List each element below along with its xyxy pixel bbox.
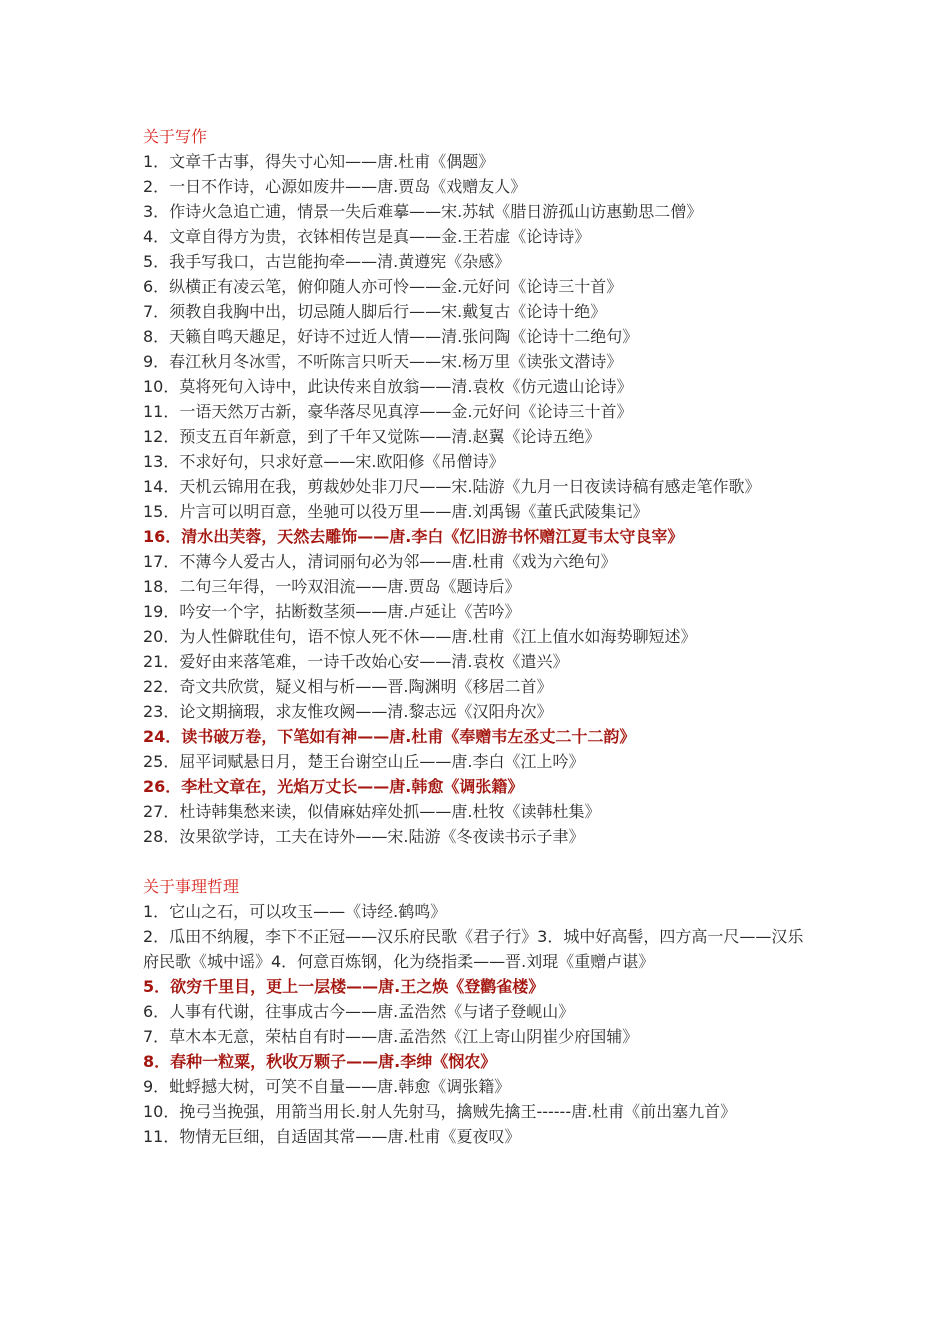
quote-line: 6．纵横正有凌云笔，俯仰随人亦可怜——金.元好问《论诗三十首》 bbox=[143, 277, 623, 296]
quote-line: 11．一语天然万古新，豪华落尽见真淳——金.元好问《论诗三十首》 bbox=[143, 402, 633, 421]
quote-line: 1．它山之石，可以攻玉——《诗经.鹤鸣》 bbox=[143, 902, 447, 921]
quote-line: 9．春江秋月冬冰雪，不听陈言只听天——宋.杨万里《读张文潜诗》 bbox=[143, 352, 623, 371]
quote-line: 10．莫将死句入诗中，此诀传来自放翁——清.袁枚《仿元遗山论诗》 bbox=[143, 377, 633, 396]
quote-line: 8．天籁自鸣天趣足，好诗不过近人情——清.张问陶《论诗十二绝句》 bbox=[143, 327, 639, 346]
quote-line: 10．挽弓当挽强，用箭当用长.射人先射马，擒贼先擒王------唐.杜甫《前出塞九首》 bbox=[143, 1102, 737, 1121]
quote-line: 22．奇文共欣赏，疑义相与析——晋.陶渊明《移居二首》 bbox=[143, 677, 553, 696]
document-body bbox=[143, 124, 815, 1149]
highlighted-quote-line: 26．李杜文章在，光焰万丈长——唐.韩愈《调张籍》 bbox=[143, 777, 524, 796]
quote-line: 7．草木本无意，荣枯自有时——唐.孟浩然《江上寄山阴崔少府国辅》 bbox=[143, 1027, 639, 1046]
quote-line: 7．须教自我胸中出，切忌随人脚后行——宋.戴复古《论诗十绝》 bbox=[143, 302, 607, 321]
highlighted-quote-line: 16．清水出芙蓉，天然去雕饰——唐.李白《忆旧游书怀赠江夏韦太守良宰》 bbox=[143, 527, 684, 546]
quote-line: 6．人事有代谢，往事成古今——唐.孟浩然《与诸子登岘山》 bbox=[143, 1002, 575, 1021]
quote-line: 11．物情无巨细，自适固其常——唐.杜甫《夏夜叹》 bbox=[143, 1127, 521, 1146]
quote-line: 2．一日不作诗，心源如废井——唐.贾岛《戏赠友人》 bbox=[143, 177, 527, 196]
quote-line: 28．汝果欲学诗，工夫在诗外——宋.陆游《冬夜读书示子聿》 bbox=[143, 827, 585, 846]
section-spacer bbox=[143, 849, 815, 874]
highlighted-quote-line: 24．读书破万卷，下笔如有神——唐.杜甫《奉赠韦左丞丈二十二韵》 bbox=[143, 727, 636, 746]
quote-line: 20．为人性僻耽佳句，语不惊人死不休——唐.杜甫《江上值水如海势聊短述》 bbox=[143, 627, 697, 646]
highlighted-quote-line: 8．春种一粒粟，秋收万颗子——唐.李绅《悯农》 bbox=[143, 1052, 497, 1071]
quote-line: 15．片言可以明百意，坐驰可以役万里——唐.刘禹锡《董氏武陵集记》 bbox=[143, 502, 649, 521]
quote-line: 25．屈平词赋悬日月，楚王台谢空山丘——唐.李白《江上吟》 bbox=[143, 752, 585, 771]
quote-line: 9．蚍蜉撼大树，可笑不自量——唐.韩愈《调张籍》 bbox=[143, 1077, 511, 1096]
quote-line: 4．文章自得方为贵，衣钵相传岂是真——金.王若虚《论诗诗》 bbox=[143, 227, 591, 246]
highlighted-quote-line: 5．欲穷千里目，更上一层楼——唐.王之焕《登鹳雀楼》 bbox=[143, 977, 545, 996]
quote-line: 17．不薄今人爱古人，清词丽句必为邻——唐.杜甫《戏为六绝句》 bbox=[143, 552, 617, 571]
section-heading: 关于写作 bbox=[143, 127, 208, 146]
quote-line: 21．爱好由来落笔难，一诗千改始心安——清.袁枚《遣兴》 bbox=[143, 652, 569, 671]
quote-line: 12．预支五百年新意，到了千年又觉陈——清.赵翼《论诗五绝》 bbox=[143, 427, 601, 446]
quote-line: 13．不求好句，只求好意——宋.欧阳修《吊僧诗》 bbox=[143, 452, 505, 471]
quote-line: 27．杜诗韩集愁来读，似倩麻姑痒处抓——唐.杜牧《读韩杜集》 bbox=[143, 802, 601, 821]
quote-line: 2．瓜田不纳履，李下不正冠——汉乐府民歌《君子行》3．城中好高髻，四方高一尺——汉乐府民歌《城中谣》4．何意百炼钢，化为绕指柔——晋.刘琨《重赠卢谌》 bbox=[143, 927, 804, 971]
quote-line: 3．作诗火急追亡逋，情景一失后难摹——宋.苏轼《腊日游孤山访惠勤思二僧》 bbox=[143, 202, 703, 221]
quote-line: 14．天机云锦用在我，剪裁妙处非刀尺——宋.陆游《九月一日夜读诗稿有感走笔作歌》 bbox=[143, 477, 761, 496]
quote-line: 19．吟安一个字，拈断数茎须——唐.卢延让《苦吟》 bbox=[143, 602, 521, 621]
quote-line: 23．论文期摘瑕，求友惟攻阙——清.黎志远《汉阳舟次》 bbox=[143, 702, 553, 721]
section-heading: 关于事理哲理 bbox=[143, 877, 240, 896]
quote-line: 5．我手写我口，古岂能拘牵——清.黄遵宪《杂感》 bbox=[143, 252, 511, 271]
quote-line: 1．文章千古事，得失寸心知——唐.杜甫《偶题》 bbox=[143, 152, 495, 171]
quote-line: 18．二句三年得，一吟双泪流——唐.贾岛《题诗后》 bbox=[143, 577, 521, 596]
